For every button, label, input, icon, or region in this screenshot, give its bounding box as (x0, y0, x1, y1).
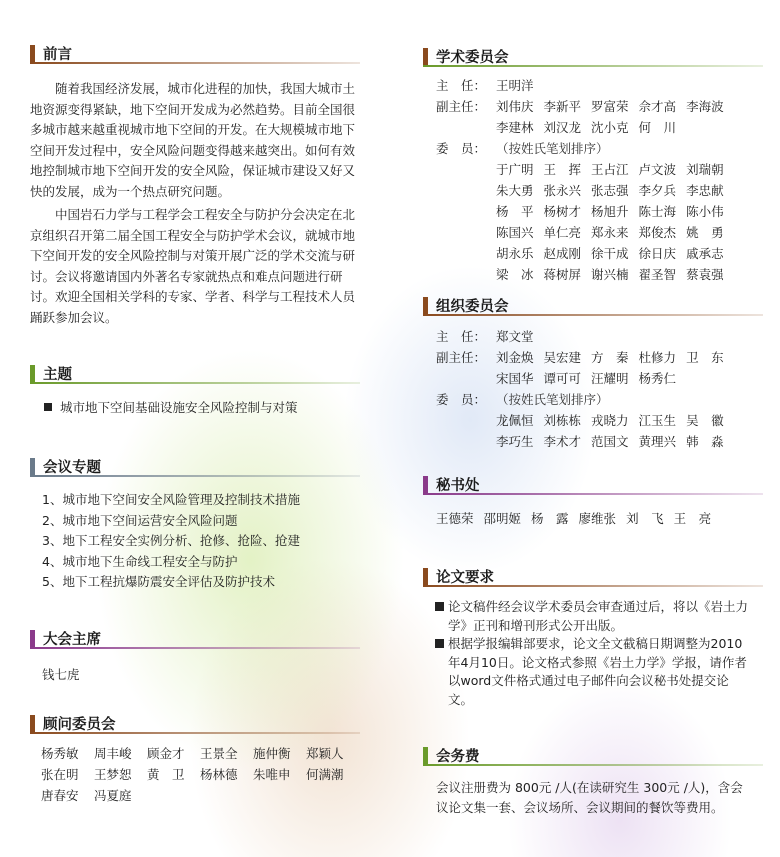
member-name: 黄理兴 (638, 434, 677, 449)
academic-member-note: （按姓氏笔划排序） (496, 141, 609, 156)
topics-section (30, 455, 360, 593)
academic-header (423, 45, 763, 67)
member-name: 韩 淼 (686, 434, 724, 449)
member-name: 刘金焕 (496, 350, 534, 365)
member-name: 杨树才 (543, 204, 582, 219)
member-name: 于广明 (496, 162, 534, 177)
member-name: 王梦恕 (94, 767, 132, 782)
topic-item: 1、城市地下空间安全风险管理及控制技术措施 (42, 492, 300, 507)
advisory-row (41, 743, 360, 764)
fee-header (423, 744, 763, 766)
member-name: 杨林德 (200, 767, 238, 782)
secretariat-title: 秘书处 (436, 477, 480, 494)
advisory-section (30, 712, 360, 806)
member-name: 刘栋栋 (543, 413, 582, 428)
member-name: 佘才高 (638, 99, 677, 114)
organizing-title: 组织委员会 (436, 298, 509, 315)
academic-chair-label: 主 任： (436, 78, 487, 93)
member-name: 李忠献 (686, 183, 724, 198)
member-name: 沈小克 (591, 120, 629, 135)
paper-item: 根据学报编辑部要求，论文全文截稿日期调整为2010年4月10日。论文格式参照《岩土力学》学报，请作者以word文件格式通过电子邮件向会议秘书处提交论文。 (435, 635, 753, 709)
member-name: 张永兴 (543, 183, 582, 198)
chair-name: 钱七虎 (42, 667, 80, 682)
theme-title: 主题 (43, 366, 72, 383)
member-name: 杨旭升 (591, 204, 629, 219)
chair-header (30, 627, 360, 649)
preface-para-1: 随着我国经济发展，城市化进程的加快，我国大城市土地资源变得紧缺，地下空间开发成为必然趋势。目前全国很多城市越来越重视城市地下空间的开发。在大规模城市地下空间开发过程中，安全风险问题变得越来越突出。如何有效地控制城市地下空间开发的安全风险，保证城市建设又好又快的发展，成为一个热点研究问题。 (30, 81, 356, 199)
advisory-title: 顾问委员会 (43, 716, 116, 733)
member-name: 冯夏庭 (94, 788, 132, 803)
member-name: 王 亮 (673, 511, 712, 526)
chair-section (30, 627, 360, 683)
member-name: 刘汉龙 (543, 120, 582, 135)
member-name: 何满潮 (306, 767, 344, 782)
member-name: 廖维张 (578, 511, 617, 526)
organizing-vice-label: 副主任： (436, 350, 487, 365)
academic-section (423, 45, 763, 285)
fee-section (423, 744, 763, 817)
member-name: 李术才 (543, 434, 582, 449)
topics-title: 会议专题 (43, 459, 101, 476)
member-name: 邵明姬 (483, 511, 522, 526)
member-name: 龙佩恒 (496, 413, 534, 428)
member-name: 李夕兵 (638, 183, 677, 198)
academic-title: 学术委员会 (436, 49, 509, 66)
bullet-square-icon (44, 403, 52, 411)
member-name: 杨 露 (531, 511, 569, 526)
member-name: 张志强 (591, 183, 629, 198)
member-name: 何 川 (638, 120, 677, 135)
member-name: 施仲衡 (253, 746, 291, 761)
fee-text: 会议注册费为 800元 /人(在读研究生 300元 /人)，含会议论文集一套、会议场所、会议期间的餐饮等费用。 (436, 780, 743, 815)
bullet-square-icon (435, 639, 444, 648)
academic-vice-label: 副主任： (436, 99, 487, 114)
member-name: 王占江 (591, 162, 629, 177)
member-name: 戎晓力 (591, 413, 629, 428)
member-name: 杜修力 (638, 350, 677, 365)
theme-section (30, 362, 360, 416)
member-name: 李巧生 (496, 434, 534, 449)
member-name: 徐日庆 (638, 246, 677, 261)
member-name: 卫 东 (686, 350, 724, 365)
member-name: 汪耀明 (591, 371, 629, 386)
preface-title: 前言 (43, 46, 72, 63)
bullet-square-icon (435, 602, 444, 611)
member-name: 杨秀敏 (41, 746, 79, 761)
organizing-member-label: 委 员： (436, 392, 487, 407)
organizing-header (423, 294, 763, 316)
member-name: 蒋树屏 (543, 267, 582, 282)
chair-title: 大会主席 (43, 631, 101, 648)
member-name: 朱唯申 (253, 767, 291, 782)
topic-item: 5、地下工程抗爆防震安全评估及防护技术 (42, 574, 275, 589)
member-name: 蔡袁强 (686, 267, 724, 282)
member-name: 吴宏建 (543, 350, 582, 365)
organizing-chair-label: 主 任： (436, 329, 487, 344)
member-name: 杨 平 (496, 204, 534, 219)
organizing-member-note: （按姓氏笔划排序） (496, 392, 609, 407)
academic-member-label: 委 员： (436, 141, 487, 156)
member-name: 姚 勇 (686, 225, 724, 240)
member-name: 黄 卫 (147, 767, 185, 782)
member-name: 范国文 (591, 434, 629, 449)
preface-header (30, 42, 360, 64)
member-name: 刘伟庆 (496, 99, 534, 114)
paper-title: 论文要求 (436, 569, 494, 586)
member-name: 刘瑞朝 (686, 162, 724, 177)
member-name: 郑颖人 (306, 746, 344, 761)
paper-header (423, 565, 763, 587)
member-name: 李建林 (496, 120, 534, 135)
member-name: 杨秀仁 (638, 371, 677, 386)
theme-header (30, 362, 360, 384)
member-name: 江玉生 (638, 413, 677, 428)
member-name: 张在明 (41, 767, 79, 782)
member-name: 李新平 (543, 99, 582, 114)
member-name: 陈国兴 (496, 225, 534, 240)
member-name: 刘 飞 (626, 511, 664, 526)
topic-item: 3、地下工程安全实例分析、抢修、抢险、抢建 (42, 533, 300, 548)
member-name: 朱大勇 (496, 183, 534, 198)
member-name: 唐春安 (41, 788, 79, 803)
advisory-row (41, 764, 360, 785)
advisory-header (30, 712, 360, 734)
organizing-chair: 郑文堂 (496, 329, 534, 344)
member-name: 胡永乐 (496, 246, 534, 261)
member-name: 顾金才 (147, 746, 185, 761)
member-name: 郑永来 (591, 225, 629, 240)
topic-item: 2、城市地下空间运营安全风险问题 (42, 512, 238, 528)
member-name: 陈小伟 (686, 204, 724, 219)
organizing-section (423, 294, 763, 452)
member-name: 王 挥 (543, 162, 582, 177)
member-name: 吴 徽 (686, 413, 724, 428)
paper-item: 论文稿件经会议学术委员会审查通过后，将以《岩土力学》正刊和增刊形式公开出版。 (435, 598, 753, 635)
preface-section (30, 42, 360, 328)
topics-header (30, 455, 360, 477)
member-name: 赵成刚 (543, 246, 582, 261)
member-name: 卢文波 (638, 162, 677, 177)
member-name: 谭可可 (543, 371, 582, 386)
secretariat-section (423, 473, 763, 527)
member-name: 王德荣 (436, 511, 474, 526)
member-name: 郑俊杰 (638, 225, 677, 240)
member-name: 戚承志 (686, 246, 724, 261)
secretariat-header (423, 473, 763, 495)
advisory-row (41, 785, 360, 806)
member-name: 谢兴楠 (591, 267, 629, 282)
preface-para-2: 中国岩石力学与工程学会工程安全与防护分会决定在北京组织召开第二届全国工程安全与防护学术会议，就城市地下空间开发的安全风险控制与对策开展广泛的学术交流与研讨。会议将邀请国内外著名专家就热点和难点问题进行研讨。欢迎全国相关学科的专家、学者、科学与工程技术人员踊跃参加会议。 (30, 207, 356, 325)
paper-section (423, 565, 763, 709)
member-name: 王景全 (200, 746, 238, 761)
topic-item: 4、城市地下生命线工程安全与防护 (42, 553, 238, 569)
member-name: 方 秦 (591, 350, 629, 365)
member-name: 单仁亮 (543, 225, 582, 240)
fee-title: 会务费 (436, 748, 480, 765)
academic-chair: 王明洋 (496, 78, 534, 93)
member-name: 李海波 (686, 99, 724, 114)
member-name: 周丰峻 (94, 746, 132, 761)
member-name: 徐干成 (591, 246, 629, 261)
theme-text: 城市地下空间基础设施安全风险控制与对策 (60, 400, 298, 415)
member-name: 宋国华 (496, 371, 534, 386)
member-name: 翟圣智 (638, 267, 677, 282)
member-name: 陈士海 (638, 204, 677, 219)
member-name: 梁 冰 (496, 267, 534, 282)
member-name: 罗富荣 (591, 99, 629, 114)
